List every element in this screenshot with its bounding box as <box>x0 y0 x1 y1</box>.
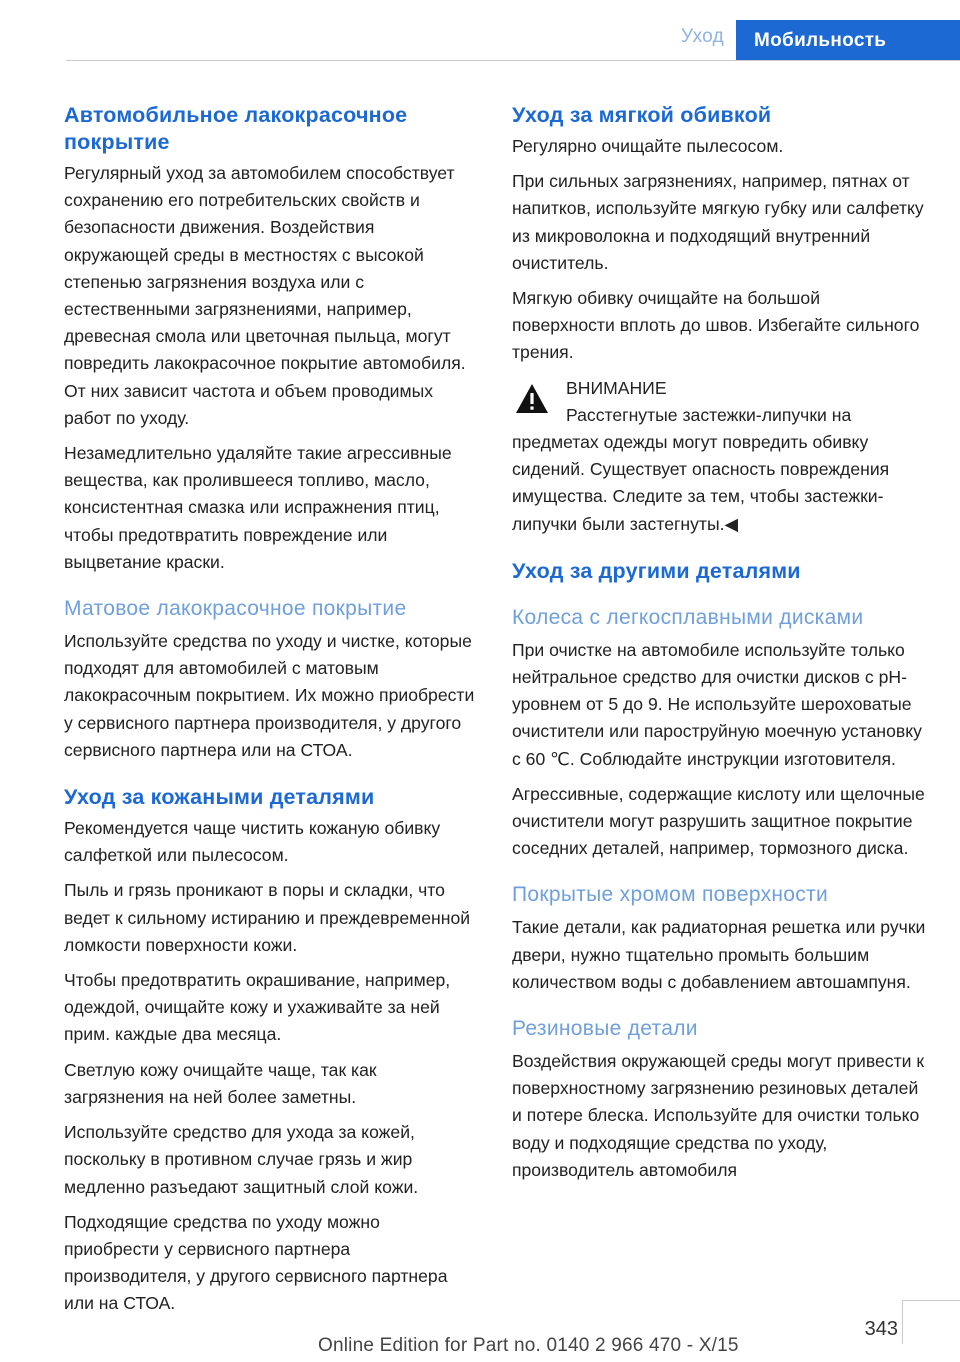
paragraph: Используйте средства по уходу и чистке, которые подходят для автомобилей с матовым лакокрасочным покрытием. Их можно приобрести у сервисного партнера производителя, у другого сервисного партнера или на СТОА. <box>64 631 475 760</box>
breadcrumb-section: Уход <box>681 26 724 47</box>
chapter-tab: Мобильность <box>736 20 960 61</box>
heading-matte-paint: Матовое лакокрасочное покрытие <box>64 597 407 621</box>
paragraph: Регулярный уход за автомобилем способствует сохранению его потребительских свойств и безопасности движения. Воздействия окружающей среды в местностях с высокой степенью загрязнения воздуха или с естественными загрязнениями, например, древесная смола или цветочная пыльца, могут повредить лакокрасочное покрытие автомобиля. От них зависит частота и объем проводимых работ по уходу. <box>64 163 466 428</box>
paragraph: При очистке на автомобиле используйте только нейтральное средство для очистки дисков с pH-уровнем от 5 до 9. Не используйте шероховатые очистители или пароструйную моечную установку с 60 ℃. Соблюдайте инструкции изготовителя. <box>512 639 922 769</box>
paragraph: При сильных загрязнениях, например, пятнах от напитков, используйте мягкую губку или салфетку из микроволокна и подходящий внутренний очиститель. <box>512 171 924 273</box>
heading-upholstery-care: Уход за мягкой обивкой <box>512 103 772 127</box>
heading-alloy-wheels: Колеса с легкосплавными дисками <box>512 605 864 629</box>
paragraph: Незамедлительно удаляйте такие агрессивные вещества, как пролившееся топливо, масло, консистентная смазка или испражнения птиц, чтобы предотвратить повреждение или выцветание краски. <box>64 443 452 572</box>
heading-rubber-parts: Резиновые детали <box>512 1017 698 1041</box>
edition-footer: Online Edition for Part no. 0140 2 966 470 - X/15 <box>318 1335 739 1356</box>
paragraph: Светлую кожу очищайте чаще, так как загрязнения на ней более заметны. <box>64 1059 377 1107</box>
page-header <box>0 0 960 62</box>
header-divider <box>66 60 960 61</box>
warning-text <box>512 402 926 538</box>
paragraph: Используйте средство для ухода за кожей, поскольку в противном случае грязь и жир медленно разъедают защитный слой кожи. <box>64 1122 419 1197</box>
warning-body: Расстегнутые застежки-липучки на предметах одежды могут повредить обивку сидений. Существует опасность повреждения имущества. Следите за тем, чтобы застежки-липучки были застегнуты.◀ <box>512 404 890 534</box>
heading-leather-care: Уход за кожаными деталями <box>64 785 375 810</box>
page-number-rule <box>902 1300 960 1344</box>
page-number: 343 <box>864 1318 898 1340</box>
warning-icon <box>512 379 552 419</box>
warning-title: ВНИМАНИЕ <box>566 377 667 398</box>
paragraph: Мягкую обивку очищайте на большой поверхности вплоть до швов. Избегайте сильного трения. <box>512 288 920 363</box>
heading-chrome-surfaces: Покрытые хромом поверхности <box>512 883 829 907</box>
heading-other-parts: Уход за другими деталями <box>512 558 801 583</box>
paragraph: Такие детали, как радиаторная решетка или ручки двери, нужно тщательно промыть большим количеством воды с добавлением автошампуня. <box>512 917 926 992</box>
paragraph: Регулярно очищайте пылесосом. <box>512 136 784 156</box>
paragraph: Рекомендуется чаще чистить кожаную обивку салфеткой или пылесосом. <box>64 818 441 866</box>
paragraph: Воздействия окружающей среды могут привести к поверхностному загрязнению резиновых деталей и потере блеска. Используйте для очистки только воду и подходящие средства по уходу, производитель автомобиля <box>512 1051 925 1180</box>
paragraph: Пыль и грязь проникают в поры и складки, что ведет к сильному истиранию и преждевременной ломкости поверхности кожи. <box>64 880 471 955</box>
heading-paint-finish: Автомобильное лакокрасочное покрытие <box>64 103 408 154</box>
right-column <box>512 102 926 1192</box>
paragraph: Подходящие средства по уходу можно приобрести у сервисного партнера производителя, у другого сервисного партнера или на СТОА. <box>64 1211 448 1314</box>
warning-box <box>512 375 926 538</box>
paragraph: Агрессивные, содержащие кислоту или щелочные очистители могут разрушить защитное покрытие соседних деталей, например, тормозного диска. <box>512 783 925 859</box>
paragraph: Чтобы предотвратить окрашивание, например, одеждой, очищайте кожу и ухаживайте за ней прим. каждые два месяца. <box>64 970 451 1045</box>
left-column <box>64 102 478 1326</box>
